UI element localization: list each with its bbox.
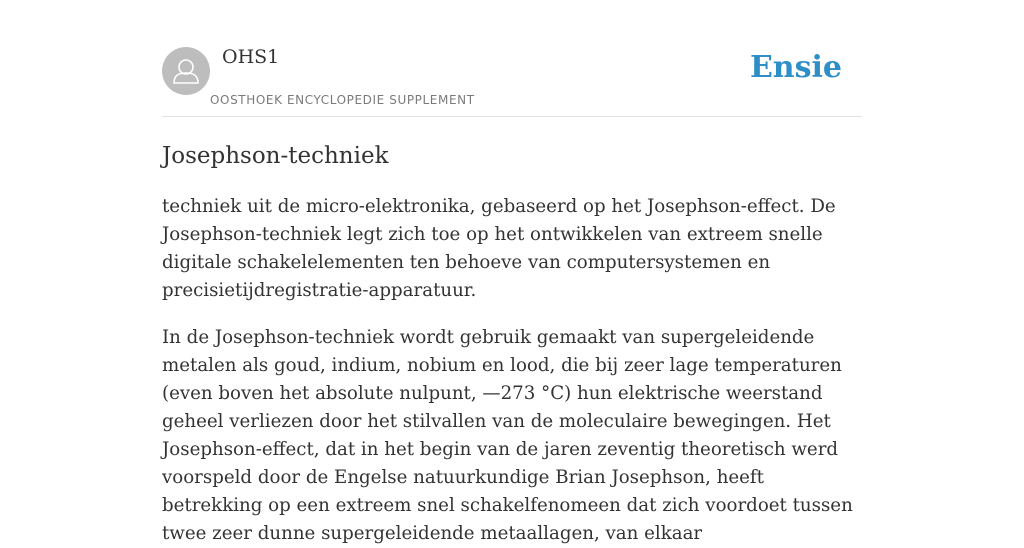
article-title: Josephson-techniek bbox=[162, 143, 389, 169]
source-label[interactable]: OOSTHOEK ENCYCLOPEDIE SUPPLEMENT bbox=[210, 93, 475, 107]
page-header bbox=[162, 0, 862, 117]
avatar[interactable] bbox=[162, 47, 210, 95]
author-name[interactable]: OHS1 bbox=[222, 46, 280, 68]
ensie-logo[interactable]: Ensie bbox=[749, 50, 842, 85]
article-paragraph: techniek uit de micro-elektronika, gebaseerd op het Josephson-effect. De Josephson-techniek legt zich toe op het ontwikkelen van extreem snelle digitale schakelelementen ten behoeve van computersystemen en precisietijdregistratie-apparatuur. bbox=[162, 196, 836, 301]
user-icon bbox=[162, 47, 210, 95]
article-paragraph: In de Josephson-techniek wordt gebruik gemaakt van supergeleidende metalen als goud, indium, nobium en lood, die bij zeer lage temperaturen (even boven het absolute nulpunt, —273 °C) hun elektrische weerstand geheel verliezen door het stilvallen van de moleculaire bewegingen. Het Josephson-effect, dat in het begin van de jaren zeventig theoretisch werd voorspeld door de Engelse natuurkundige Brian Josephson, heeft betrekking op een extreem snel schakelfenomeen dat zich voordoet tussen twee zeer dunne supergeleidende metaallagen, van elkaar bbox=[162, 327, 853, 544]
page-container bbox=[162, 0, 862, 548]
